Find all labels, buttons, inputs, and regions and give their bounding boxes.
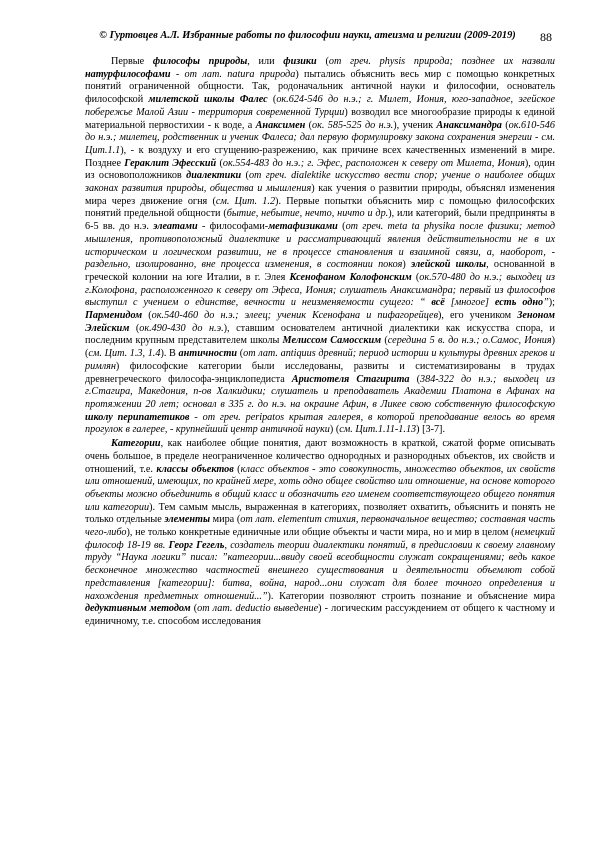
text-run: ( xyxy=(337,221,346,233)
italic-note: от лат. elementum стихия, первоначальное вещество; составная часть чего-либо xyxy=(85,514,555,539)
text-run: ) пытались объяснить весь мир с помощью конкретных понятий ограниченной общности. Так, родоначальник античной науки и философии, основатель философской xyxy=(85,68,555,106)
text-run: ( xyxy=(216,157,223,169)
emphasis-term: элейской школы xyxy=(410,259,487,271)
text-run: ), - к воздуху и его сгущению-разрежению, как причине всех качественных изменений в мире. Позднее xyxy=(85,144,555,169)
text-run: - философами- xyxy=(197,221,269,233)
text-run: ). Категории позволяют строить познание и объяснение мира xyxy=(267,590,555,602)
italic-note: см. Цит. 1.3, 1.4 xyxy=(88,348,161,360)
emphasis-term: Парменидом xyxy=(85,310,143,322)
emphasis-term: Анаксимен xyxy=(255,119,306,131)
running-title: © Гуртовцев А.Л. Избранные работы по философии науки, атеизма и религии (2009-2019) xyxy=(99,30,516,41)
italic-note: от лат. antiquus древний; период истории и культуры древних греков и римлян xyxy=(85,348,556,372)
italic-note: ок.624-546 до н.э.; г. Милет, Иония, юго-западное, эгейское побережье Малой Азии - территория современной Турции xyxy=(85,94,555,118)
italic-note: см. Цит. 1.2 xyxy=(215,195,276,207)
emphasis-term: натурфилософами xyxy=(85,68,171,80)
text-run: Первые xyxy=(111,56,153,67)
italic-note: ок. 585-525 до н.э. xyxy=(312,119,394,131)
text-run: , как наиболее общие понятия, дают возможность в краткой, сжатой форме описывать очень большое, в пределе неограниченное количество однородных и разнородных объектов, их свойств и отношений, т.е. xyxy=(85,438,555,475)
emphasis-term: Ксенофаном Колофонским xyxy=(289,271,412,283)
text-run: ( xyxy=(237,348,244,360)
italic-note: 384-322 до н.э.; выходец из г.Стагира, Македония, п-ов Халкидики; слушатель и преподаватель Академии Платона в Афинах на протяжении 20 лет; основал в 335 г. до н.э. на окраине Афин, в Ликее свою собственную философскую xyxy=(85,373,556,410)
text-run: ) как учения о развитии природы, объяснял изменения мира через движение огня ( xyxy=(85,183,555,207)
italic-note: от лат. deductio выведение xyxy=(197,603,319,615)
text-run: ), или категорий, были предприняты в 6-5 вв. до н.э. xyxy=(85,208,555,233)
italic-note: немецкий философ 18-19 вв. xyxy=(85,527,555,551)
italic-note: ок.540-460 до н.э.; элеец; ученик Ксенофана и пифагорейцев xyxy=(151,310,438,322)
text-run: , или xyxy=(247,56,284,67)
paragraph-categories xyxy=(85,438,555,629)
body-text xyxy=(85,56,555,629)
text-run: ), его учеником xyxy=(438,310,518,322)
text-run: ), не только конкретные единичные или общие объекты и части мира, но и мир в целом ( xyxy=(126,527,515,539)
text-run: ( xyxy=(233,463,241,475)
text-run: ( xyxy=(316,56,329,67)
text-run: ( xyxy=(381,335,388,347)
emphasis-term: всё xyxy=(431,297,445,309)
running-header xyxy=(80,30,535,46)
text-run: мира ( xyxy=(210,514,241,526)
italic-note: [многое] xyxy=(444,297,495,309)
paragraph-natural-philosophers xyxy=(85,56,555,437)
emphasis-term: элементы xyxy=(164,514,211,526)
emphasis-term: диалектики xyxy=(186,170,242,182)
text-run: ( xyxy=(409,373,420,385)
text-run: ( xyxy=(142,310,152,322)
emphasis-term: классы объектов xyxy=(156,463,234,475)
text-run: ) [3-7]. xyxy=(416,424,445,436)
text-run: ). Первые попытки объяснить мир с помощью философских понятий предельной общности ( xyxy=(85,195,555,220)
emphasis-term: Аристотеля Стагирита xyxy=(291,373,410,385)
emphasis-term: Мелиссом Самосским xyxy=(282,335,382,347)
emphasis-term: милетской школы Фалес xyxy=(148,94,268,106)
emphasis-term: Гераклит Эфесский xyxy=(124,157,217,169)
text-run: ( xyxy=(129,322,140,334)
emphasis-term: античности xyxy=(178,348,238,360)
page-number: 88 xyxy=(540,30,552,44)
italic-note: ок.490-430 до н.э. xyxy=(139,322,224,334)
emphasis-term: Категории xyxy=(111,438,161,450)
italic-note: бытие, небытие, нечто, ничто и др. xyxy=(226,208,389,220)
italic-note: середина 5 в. до н.э.; о.Самос, Иония xyxy=(387,335,552,347)
emphasis-term: философы природы xyxy=(152,56,248,67)
italic-note: от греч. meta ta physika после физики; метод мышления, противоположный диалектике и рассматривающий явления действительности не в их историческом и логическом развитии, не в процессе становления и взаимной связи, а, наоборот, - раздельно, изолированно, вне процесса изменения, в состоянии покоя xyxy=(85,221,555,271)
italic-note: класс объектов - это совокупность, множество объектов, их свойств или отношений, имеющих, по крайней мере, хоть одно общее свойство или отношение, на основе которого объекты можно объединить в общий класс и обозначить его именем соответствующего общего понятия или категории xyxy=(85,463,555,513)
text-run: ( xyxy=(190,603,198,615)
text-run: ( xyxy=(241,170,249,182)
italic-note: , создатель теории диалектики понятий, в предисловии к своему главному труду “Наука логики” писал: ”категории...ввиду своей всеобщности служат сокращениями; ведь какое бесконечное множество частностей внешнего существования и деятельности объемлют собой представления [категории]: битва, война, народ...они служат для более точного определения и нахождения предметных отношений...” xyxy=(85,539,555,602)
italic-note: ок.610-546 до н.э.; милетец, родственник и ученик Фалеса; дал первую формулировку закона сохранения энергии - см. Цит.1.1 xyxy=(85,119,555,156)
text-run: , основанной в греческой колонии на юге Италии, в г. Элея xyxy=(85,259,555,283)
text-run: ). Тем самым мысль, выраженная в категориях, позволяет охватить, объяснить и понять не только отдельные xyxy=(85,501,555,526)
italic-note: ок.554-483 до н.э.; г. Эфес, расположен к северу от Милета, Иония xyxy=(222,157,525,169)
text-run: ) xyxy=(402,259,411,271)
text-run: ). В xyxy=(160,348,179,360)
emphasis-term: физики xyxy=(283,56,317,67)
emphasis-term: Георг Гегель xyxy=(168,539,225,551)
text-run: ), ученик xyxy=(393,119,437,131)
text-run: - xyxy=(170,68,185,80)
italic-note: - от греч. peripatos крытая галерея, в которой преподавание велось во время прогулок в галерее, - крупнейший центр античной науки xyxy=(85,411,555,436)
text-run: ) философские категории были исследованы, развиты и систематизированы в трудах древнегреческого философа-энциклопедиста xyxy=(85,360,555,385)
emphasis-term: есть одно xyxy=(494,297,544,309)
italic-note: ок.570-480 до н.э.; выходец из г.Колофона, расположенного к северу от Эфеса, Иония; слушатель Анаксимандра; первый из философов выступил с учением о единстве, вечности и неизменяемости сущего: “ xyxy=(85,271,555,309)
text-run: ), один из основоположников xyxy=(85,157,555,182)
emphasis-term: Анаксимандра xyxy=(436,119,502,131)
text-run: ( xyxy=(501,119,509,131)
text-run: ) - логическим рассуждением от общего к частному и единичному, т.е. способом исследования xyxy=(85,603,555,627)
text-run: ( xyxy=(305,119,313,131)
emphasis-term: школу перипатетиков xyxy=(85,411,190,423)
text-run: ) ( xyxy=(329,424,340,436)
text-run: ( xyxy=(411,271,420,283)
italic-note: от греч. physis природа; позднее их назвали xyxy=(328,56,555,67)
italic-note: от греч. dialektike искусство вести спор; учение о наиболее общих законах развития природы, общества и мышления xyxy=(85,170,555,195)
italic-note: ” xyxy=(543,297,549,309)
italic-note: от лат. natura природа xyxy=(184,68,296,80)
italic-note: см. Цит.1.11-1.13 xyxy=(339,424,417,436)
emphasis-term: элеатами xyxy=(153,221,198,233)
emphasis-term: Зеноном Элейским xyxy=(85,310,555,334)
text-run: ( xyxy=(267,94,277,106)
emphasis-term: метафизиками xyxy=(268,221,338,233)
text-run: ); xyxy=(548,297,555,309)
text-run: ), ставшим основателем античной диалектики как искусства спора, и последним крупным представителем школы xyxy=(85,322,555,347)
emphasis-term: дедуктивным методом xyxy=(85,603,191,615)
text-run: ) ( xyxy=(85,335,556,360)
text-run: ) возводил все многообразие природы к единой материальной первостихии - к воде, а xyxy=(85,106,555,131)
